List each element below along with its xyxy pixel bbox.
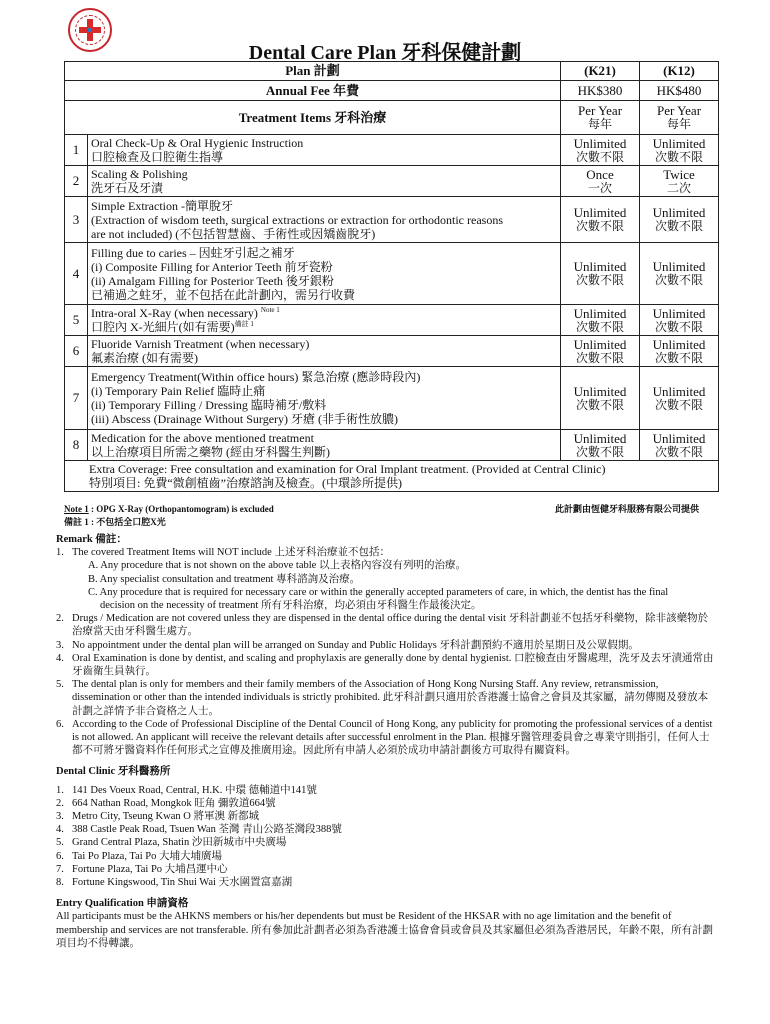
entry-text: All participants must be the AHKNS members or his/her dependents but must be Resident of the HKSAR with no age limitation and the benefit of membership and services are not transferable. 所有參加此計劃者必須為香港護士協會會員或會員及其家屬但必須為香港居民，年齡不限，所有計劃項目均不得轉讓。 [56,911,714,949]
entry-title: Entry Qualification 申請資格 [56,898,189,910]
provider-note: 此計劃由恆健牙科服務有限公司提供 [554,504,699,514]
list-item: 1. 141 Des Voeux Road, Central, H.K. 中環 德輔道中141號 [56,784,317,796]
table-notes [64,503,719,529]
freq-k21: Per Year 每年 [561,101,640,135]
list-item: 8. Fortune Kingswood, Tin Shui Wai 天水圍置富嘉湖 [56,877,293,889]
table-row: 6 Fluoride Varnish Treatment (when necessary) 氟素治療 (如有需要) Unlimited 次數不限 Unlimited 次數不限 [65,336,719,367]
fee-k21: HK$380 [561,81,640,101]
note-zh: 備註 1 : 不包括全口腔X光 [64,517,166,527]
fee-label: Annual Fee 年費 [65,81,561,101]
plan-label: Plan 計劃 [65,62,561,81]
extra-coverage-zh: 特別項目: 免費“微創植齒”治療諮詢及檢查。(中環診所提供) [89,476,402,490]
list-item: 3. Metro City, Tseung Kwan O 將軍澳 新都城 [56,811,260,823]
table-row: 7 Emergency Treatment(Within office hours) 緊急治療 (應診時段內) (i) Temporary Pain Relief 臨時止痛 (ii) Temporary Filling / Dressing 臨時補牙/敷料 (iii) Abscess (Drainage Without Surgery) 牙瘡 (非手術性放膿) Unlimited 次數不限 Unlimited 次數不限 [65,367,719,430]
list-item: 5. Grand Central Plaza, Shatin 沙田新城市中央廣場 [56,837,287,849]
plan-code-k21: (K21) [561,62,640,81]
list-item: 4. Oral Examination is done by dentist, and scaling and prophylaxis are generally done by dental hygienist. 口腔檢查由牙醫處理，洗牙及去牙漬通常由牙齒衛生員執行。 [56,652,714,678]
list-item: 7. Fortune Plaza, Tai Po 大埔昌運中心 [56,863,228,875]
extra-coverage-row [65,461,719,492]
note-label: Note 1 [64,504,89,514]
list-item: 6. Tai Po Plaza, Tai Po 大埔大埔廣場 [56,850,222,862]
table-row: 3 Simple Extraction -簡單脫牙 (Extraction of wisdom teeth, surgical extractions or extraction for orthodontic reasons are not included) (不包括智慧齒、手術性或因矯齒脫牙) Unlimited 次數不限 Unlimited 次數不限 [65,197,719,243]
remarks-title: Remark 備註： [56,534,127,545]
list-item: 4. 388 Castle Peak Road, Tsuen Wan 荃灣 青山公路荃灣段388號 [56,824,342,836]
table-row: 4 Filling due to caries – 因蛀牙引起之補牙 (i) Composite Filling for Anterior Teeth 前牙瓷粉 (ii) Amalgam Filling for Posterior Teeth 後牙銀粉 已補過之蛀牙，並不包括在此計劃內，需另行收費 Unlimited 次數不限 Unlimited 次數不限 [65,243,719,305]
treatment-header-row [65,101,719,135]
plan-code-k12: (K12) [640,62,719,81]
freq-k12: Per Year 每年 [640,101,719,135]
extra-coverage-en: Extra Coverage: Free consultation and examination for Oral Implant treatment. (Provided at Central Clinic) [89,462,606,476]
table-row: 8 Medication for the above mentioned treatment 以上治療項目所需之藥物 (經由牙科醫生判斷) Unlimited 次數不限 Unlimited 次數不限 [65,430,719,461]
plan-table [64,61,719,492]
remarks-section [56,533,716,950]
list-item: 2. 664 Nathan Road, Mongkok 旺角 彌敦道664號 [56,797,276,809]
list-item: 1. The covered Treatment Items will NOT include 上述牙科治療並不包括： A. Any procedure that is not shown on the above table 以上表格內容沒有列明的治療。 B. Any specialist consultation and treatment 專科諮詢及治療。 C. Any procedure that is required for necessary care or within the generally accepted parameters of care, in which, the dentist has the final decision on the necessity of treatment 所有牙科治療，均必須由牙科醫生作最後決定。 [56,547,669,612]
list-item: 5. The dental plan is only for members and their family members of the Association of Hong Kong Nursing Staff. Any review, retransmission, dissemination or other than the intended individuals is strictly prohibited. 此牙科計劃只適用於香港護士協會之會員及其家屬，請勿傳閱及發放本計劃之詳情予非合資格之人士。 [56,679,709,717]
list-item: 2. Drugs / Medication are not covered unless they are dispensed in the dental office during the dental visit 牙科計劃並不包括牙科藥物，除非該藥物於治療當天由牙科醫生處方。 [56,613,709,638]
treatment-label: Treatment Items 牙科治療 [65,101,561,135]
fee-row [65,81,719,101]
plan-row [65,62,719,81]
table-row: 1 Oral Check-Up & Oral Hygienic Instruction 口腔檢查及口腔衛生指導 Unlimited 次數不限 Unlimited 次數不限 [65,135,719,166]
note-text: : OPG X-Ray (Orthopantomogram) is excluded [91,504,274,514]
table-row: 2 Scaling & Polishing 洗牙石及牙漬 Once 一次 Twice 二次 [65,166,719,197]
list-item: 3. No appointment under the dental plan will be arranged on Sunday and Public Holidays 牙科計劃預約不適用於星期日及公眾假期。 [56,639,639,651]
clinics-title: Dental Clinic 牙科醫務所 [56,766,171,778]
table-row: 5 Intra-oral X-Ray (when necessary) $^{Note 1}$ 口腔內 X-光細片(如有需要)$^{備註 1}$ Unlimited 次數不限 Unlimited 次數不限 [65,305,719,336]
page-title: Dental Care Plan 牙科保健計劃 [248,42,522,64]
list-item: 6. According to the Code of Professional Discipline of the Dental Council of Hong Kong, any publicity for promoting the professional services of a dentist is not allowed. An applicant will receive the relevant details after successful enrolment in the Plan. 根據牙醫管理委員會之專業守則指引，任何人士都不可將牙醫資料作任何形式之宣傳及推廣用途。因此所有申請人必須於成功申請計劃後方可取得有關資料。 [56,718,713,757]
fee-k12: HK$480 [640,81,719,101]
